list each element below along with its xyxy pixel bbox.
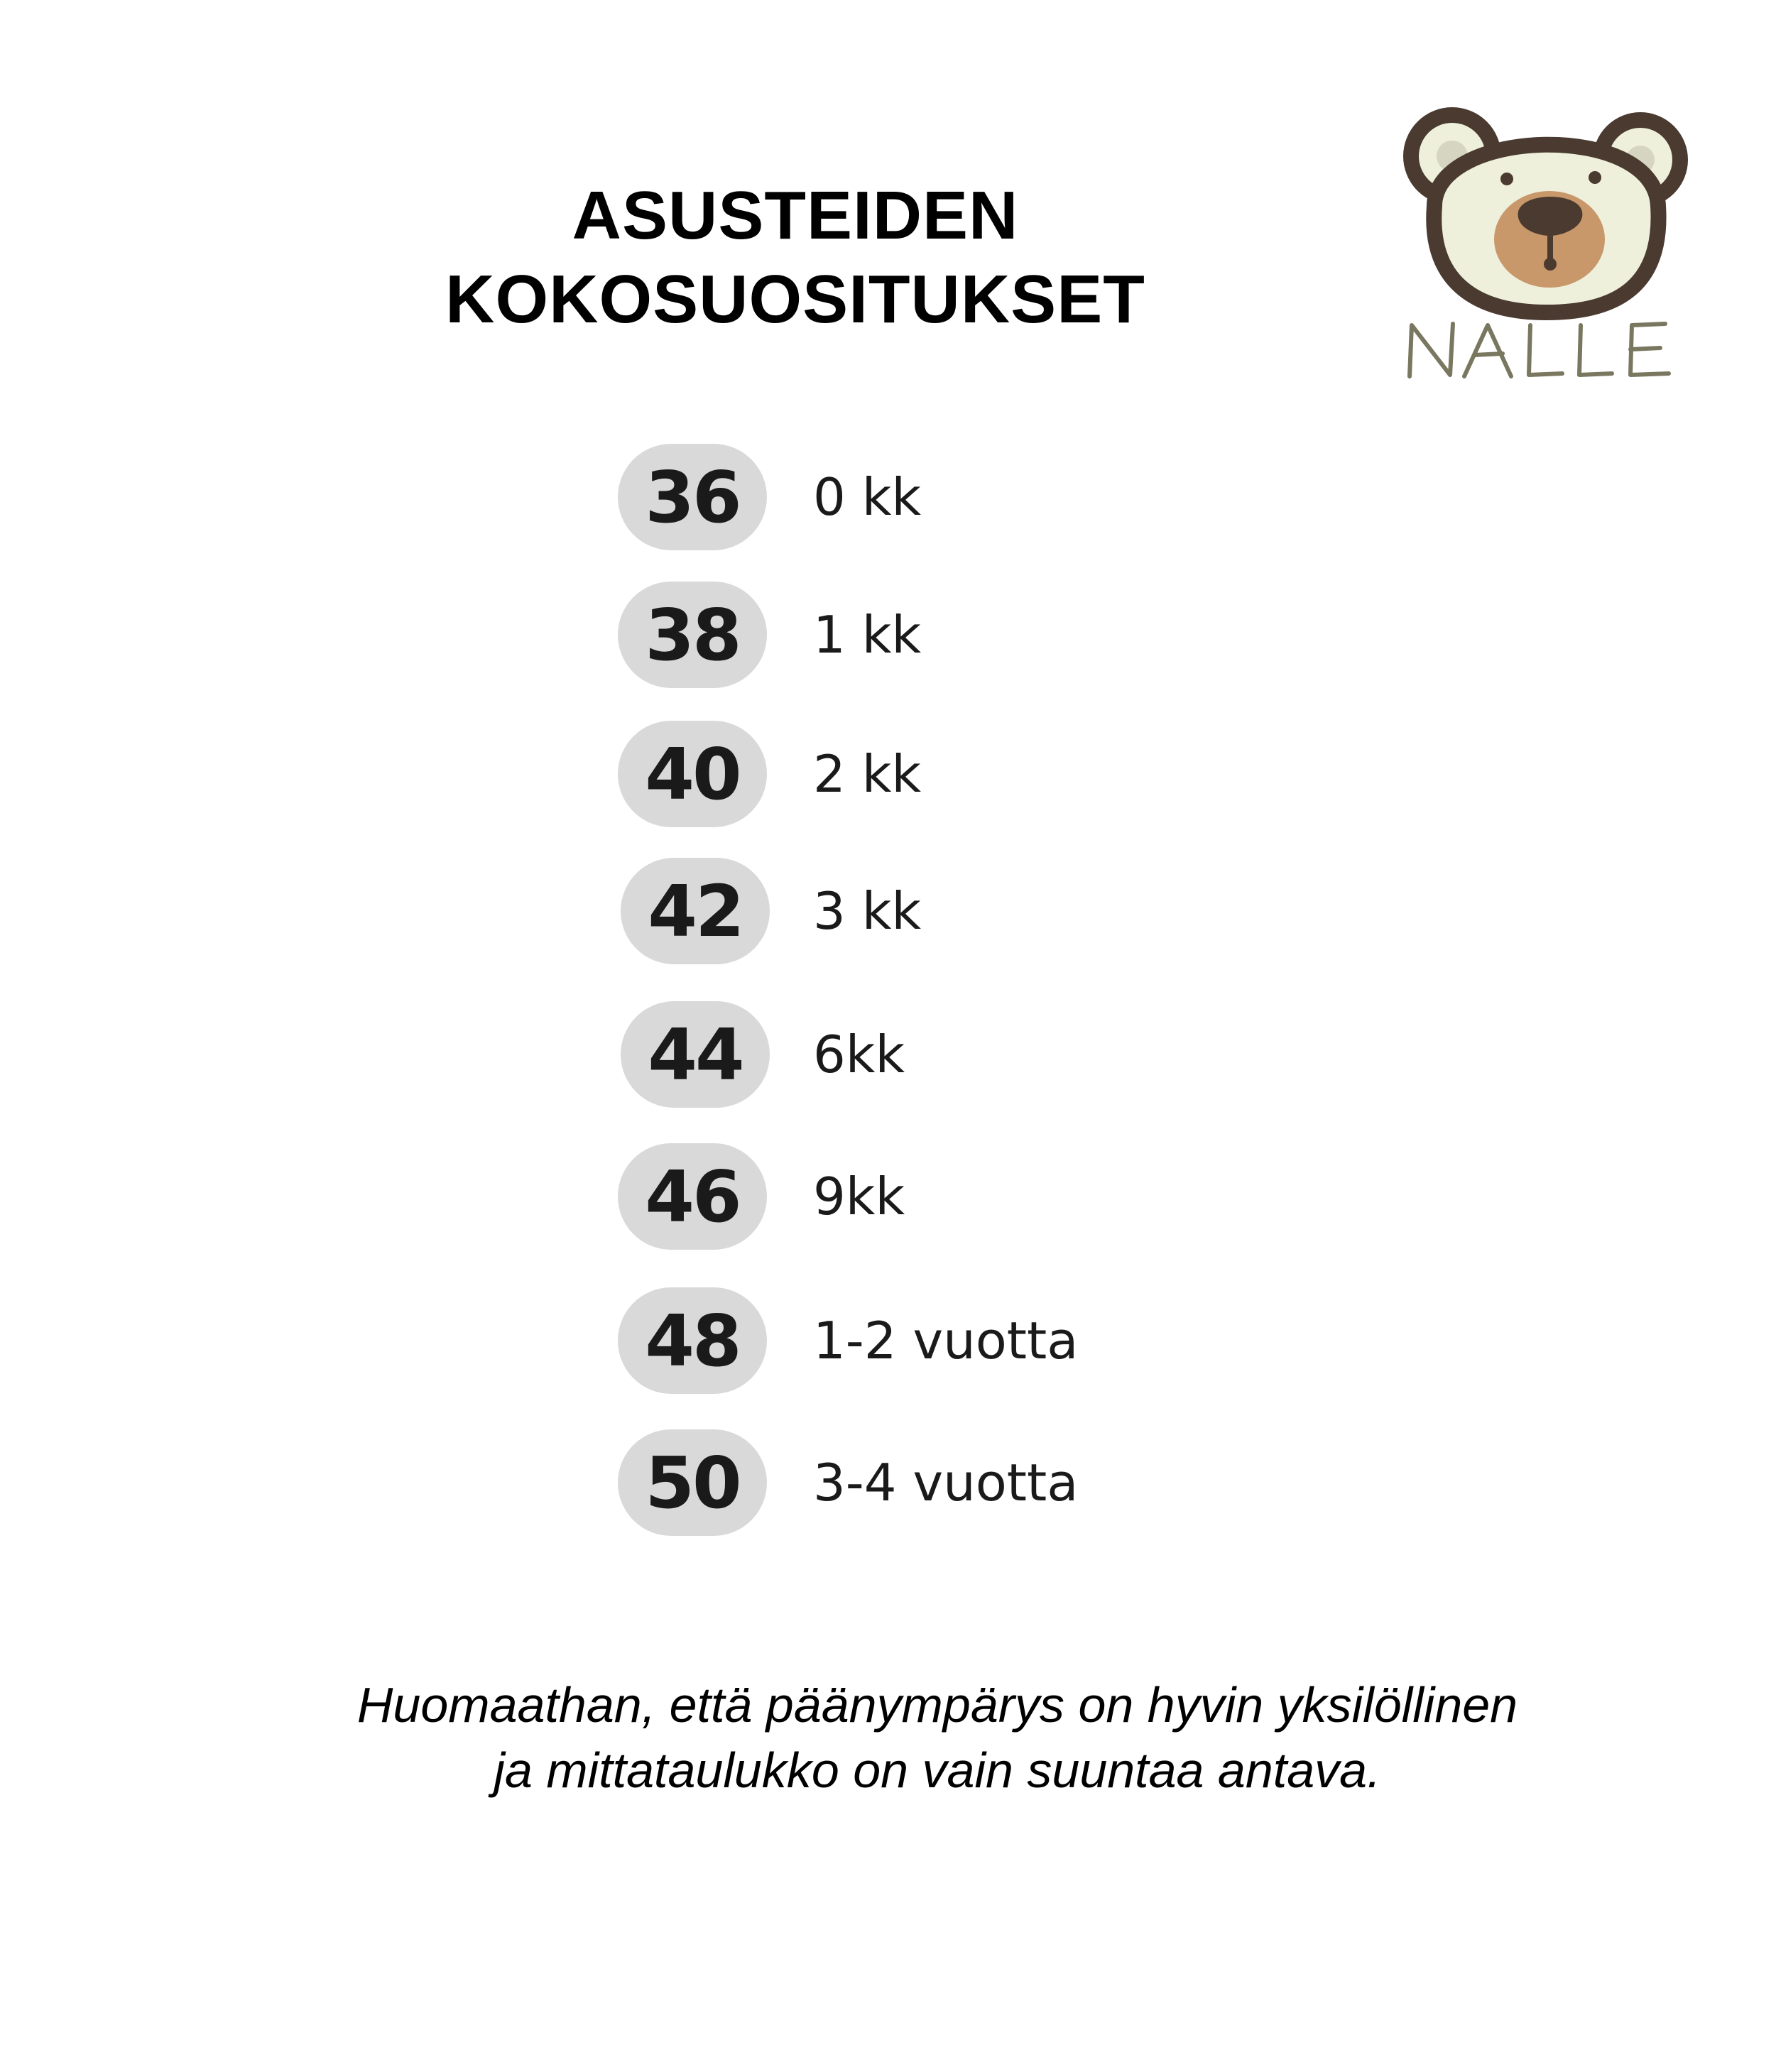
size-badge: 44 xyxy=(621,1001,770,1108)
size-badge: 40 xyxy=(618,721,767,827)
size-age-label: 3-4 vuotta xyxy=(813,1453,1079,1512)
bear-face-icon xyxy=(1385,99,1711,383)
size-badge: 38 xyxy=(618,582,767,688)
size-age-label: 1-2 vuotta xyxy=(813,1311,1079,1370)
disclaimer-line-1: Huomaathan, että päänympärys on hyvin yksilöllinen xyxy=(356,1677,1518,1733)
size-badge: 48 xyxy=(618,1287,767,1394)
size-badge: 50 xyxy=(618,1429,767,1536)
size-age-label: 6kk xyxy=(813,1025,905,1084)
size-row xyxy=(618,444,1257,550)
size-badge: 42 xyxy=(621,858,770,964)
size-age-label: 3 kk xyxy=(813,881,922,941)
size-row xyxy=(618,721,1257,827)
page-title-line-1: ASUSTEIDEN xyxy=(572,178,1019,253)
page-title xyxy=(398,174,1193,342)
disclaimer-note xyxy=(320,1672,1555,1803)
size-row xyxy=(618,1429,1257,1536)
size-badge: 36 xyxy=(618,444,767,550)
page-title-line-2: KOKOSUOSITUKSET xyxy=(445,261,1145,337)
size-age-label: 0 kk xyxy=(813,467,922,527)
nalle-logo xyxy=(1385,99,1711,383)
size-row xyxy=(618,858,1257,964)
size-row xyxy=(618,1287,1257,1394)
size-row xyxy=(618,1001,1257,1108)
size-row xyxy=(618,1143,1257,1250)
size-badge: 46 xyxy=(618,1143,767,1250)
disclaimer-line-2: ja mittataulukko on vain suuntaa antava. xyxy=(494,1743,1381,1798)
size-age-label: 2 kk xyxy=(813,744,922,804)
size-age-label: 9kk xyxy=(813,1167,905,1226)
size-age-label: 1 kk xyxy=(813,605,922,665)
size-row xyxy=(618,582,1257,688)
